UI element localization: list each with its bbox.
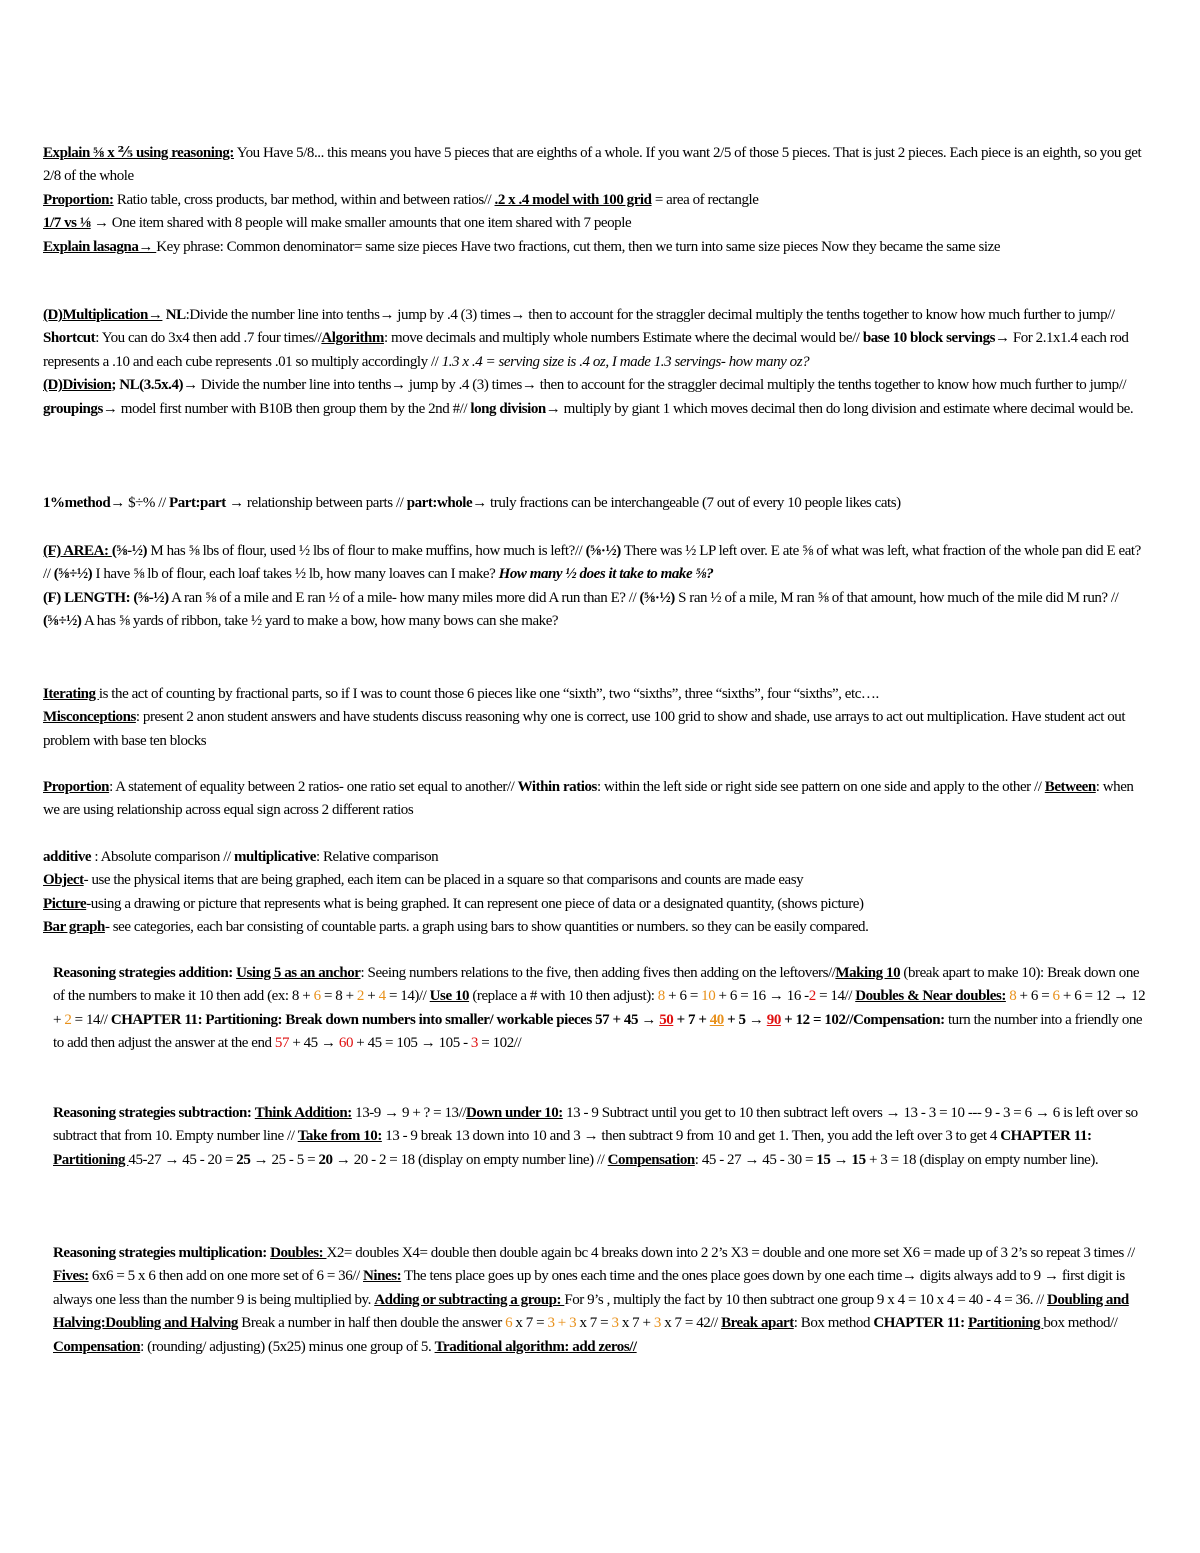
object-label: Object (43, 872, 84, 889)
model-label: .2 x .4 model with 100 grid (494, 191, 652, 208)
addition-heading: Reasoning strategies addition: (53, 965, 233, 981)
length-label: (F) LENGTH: (⅝-½) (43, 589, 169, 606)
multiplication-label: (D)Multiplication→ (43, 307, 163, 323)
addition-strategies: Reasoning strategies addition: Using 5 as an anchor: Seeing numbers relations to the five, then adding fives then adding on the leftovers//Making 10 (break apart to make 10): Break down one of the numbers to make it 10 then add (ex: 8 + 6 = 8 + 2 + 4 = 14)// Use 10 (replace a # with 10 then adjust): 8 + 6 = 10 + 6 = 16 → 16 -2 = 14// Doubles & Near doubles: 8 + 6 = 6 + 6 = 12 → 12 + 2 = 14// CHAPTER 11: Partitioning: Break down numbers into smaller/ workable pieces 57 + 45 → 50 + 7 + 40 + 5 → 90 + 12 = 102//Compensation: turn the number into a friendly one to add then adjust the answer at the end 57 + 45 → 60 + 45 = 105 → 105 - 3 = 102// (53, 965, 1146, 1052)
percent-notes: 1%method→ $÷% // Part:part → relationship between parts // part:whole→ truly fractions can be interchangeable (7 out of every 10 people likes cats) (43, 495, 901, 511)
graph-notes: additive : Absolute comparison // multiplicative: Relative comparison Object- use the physical items that are being graphed, each item can be placed in a square so that comparisons and counts are made easy Picture-using a drawing or picture that represents what is being graphed. It can represent one piece of data or a designated quantity, (shows picture) Bar graph- see categories, each bar consisting of countable parts. a graph using bars to show quantities or numbers. so they can be easily compared. (43, 849, 869, 936)
area-label: (F) AREA: (43, 543, 112, 559)
area-length-notes: (F) AREA: (⅝-½) M has ⅝ lbs of flour, used ½ lbs of flour to make muffins, how much is left?// (⅝·½) There was ½ LP left over. E ate ⅝ of what was left, what fraction of the whole pan did E eat? // (⅝÷½) I have ⅝ lb of flour, each loaf takes ½ lb, how many loaves can I make? How many ½ does it take to make ⅝? (F) LENGTH: (⅝-½) A ran ⅝ of a mile and E ran ½ of a mile- how many miles more did A run than E? // (⅝·½) S ran ½ of a mile, M ran ⅝ of that amount, how much of the mile did M run? // (⅝÷½) A has ⅝ yards of ribbon, take ½ yard to make a bow, how many bows can she make? (43, 543, 1141, 630)
division-label: (D)Division (43, 377, 112, 394)
additive-label: additive (43, 849, 92, 865)
lasagna-label: Explain lasagna→ (43, 238, 157, 255)
proportion-label: Proportion: (43, 191, 114, 208)
subtraction-heading: Reasoning strategies subtraction: (53, 1105, 252, 1121)
proportion-notes: Proportion: A statement of equality between 2 ratios- one ratio set equal to another// Within ratios: within the left side or right side see pattern on one side and apply to the other // Between: when we are using relationship across equal sign across 2 different ratios (43, 779, 1134, 819)
compare-label: 1/7 vs ⅛ (43, 215, 91, 232)
multiplication-heading: Reasoning strategies multiplication: (53, 1245, 267, 1261)
multiplication-strategies: Reasoning strategies multiplication: Doubles: X2= doubles X4= double then double again bc 4 breaks down into 2 2’s X3 = double and one more set X6 = made up of 3 2’s so repeat 3 times // Fives: 6x6 = 5 x 6 then add on one more set of 6 = 36// Nines: The tens place goes up by ones each time and the ones place goes down by one each time→ digits always add to 9 → first digit is always one less than the number 9 is being multiplied by. Adding or subtracting a group: For 9’s , multiply the fact by 10 then subtract one group 9 x 4 = 10 x 4 = 40 - 4 = 36. // Doubling and Halving:Doubling and Halving Break a number in half then double the answer 6 x 7 = 3 + 3 x 7 = 3 x 7 + 3 x 7 = 42// Break apart: Box method CHAPTER 11: Partitioning box method// Compensation: (rounding/ adjusting) (5x25) minus one group of 5. Traditional algorithm: add zeros// (53, 1245, 1135, 1355)
percent-method-label: 1%method (43, 495, 111, 511)
iterating-label: Iterating (43, 686, 99, 702)
misconceptions-label: Misconceptions (43, 709, 136, 726)
fraction-reasoning-notes: Explain ⅝ x ⅖ using reasoning: You Have 5/8... this means you have 5 pieces that are eighths of a whole. If you want 2/5 of those 5 pieces. That is just 2 pieces. Each piece is an eighth, so you get 2/8 of the whole Proportion: Ratio table, cross products, bar method, within and between ratios// .2 x .4 model with 100 grid = area of rectangle 1/7 vs ⅛ → One item shared with 8 people will make smaller amounts that one item shared with 7 people Explain lasagna→ Key phrase: Common denominator= same size pieces Have two fractions, cut them, then we turn into same size pieces Now they became the same size (43, 145, 1142, 255)
proportion-def-label: Proportion (43, 779, 110, 795)
iterating-notes: Iterating is the act of counting by fractional parts, so if I was to count those 6 pieces like one “sixth”, two “sixths”, three “sixths”, four “sixths”, etc…. Misconceptions: present 2 anon student answers and have students discuss reasoning why one is correct, use 100 grid to show and shade, use arrays to act out multiplication. Have student act out problem with base ten blocks (43, 686, 1126, 749)
decimal-operations-notes: (D)Multiplication→ NL:Divide the number line into tenths→ jump by .4 (3) times→ then to account for the straggler decimal multiply the tenths together to know how much further to jump// Shortcut: You can do 3x4 then add .7 four times//Algorithm: move decimals and multiply whole numbers Estimate where the decimal would be// base 10 block servings→ For 2.1x1.4 each rod represents a .10 and each cube represents .01 so multiply accordingly // 1.3 x .4 = serving size is .4 oz, I made 1.3 servings- how many oz? (D)Division; NL(3.5x.4)→ Divide the number line into tenths→ jump by .4 (3) times→ then to account for the straggler decimal multiply the tenths together to know how much further to jump// groupings→ model first number with B10B then group them by the 2nd #// long division→ multiply by giant 1 which moves decimal then do long division and estimate where decimal would be. (43, 307, 1134, 417)
picture-label: Picture (43, 895, 87, 912)
area-question: How many ½ does it take to make ⅝? (498, 566, 714, 583)
explain-label: Explain ⅝ x ⅖ using reasoning: (43, 145, 234, 161)
subtraction-strategies: Reasoning strategies subtraction: Think Addition: 13-9 → 9 + ? = 13//Down under 10: 13 - 9 Subtract until you get to 10 then subtract left overs → 13 - 3 = 10 --- 9 - 3 = 6 → 6 is left over so subtract that from 10. Empty number line // Take from 10: 13 - 9 break 13 down into 10 and 3 → then subtract 9 from 10 and get 1. Then, you add the left over 3 to get 4 CHAPTER 11: Partitioning 45-27 → 45 - 20 = 25 → 25 - 5 = 20 → 20 - 2 = 18 (display on empty number line) // Compensation: 45 - 27 → 45 - 30 = 15 → 15 + 3 = 18 (display on empty number line). (53, 1105, 1138, 1168)
bargraph-label: Bar graph (43, 919, 105, 936)
